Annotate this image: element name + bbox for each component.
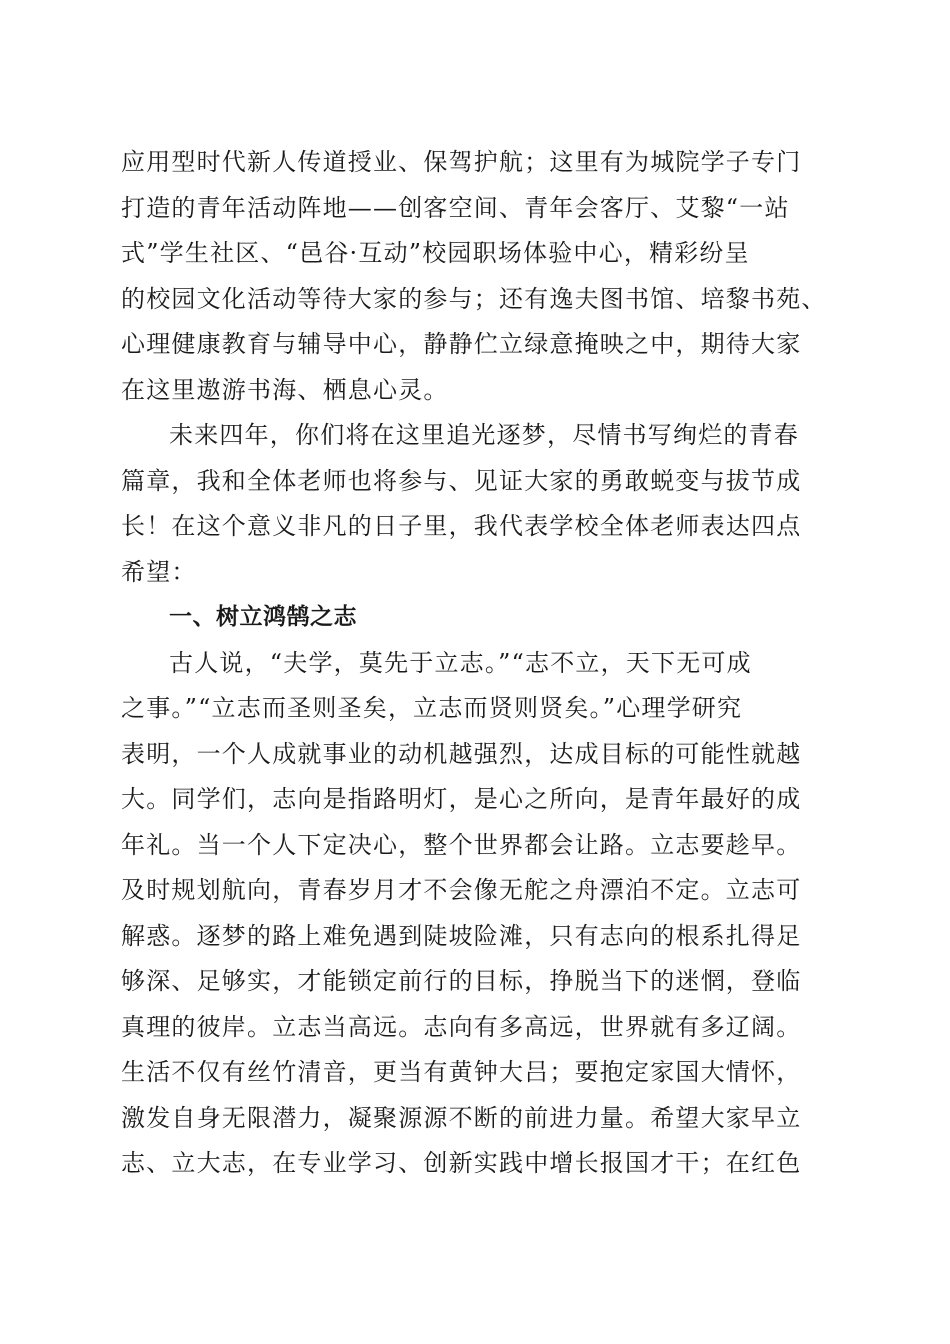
text-line: 激发自身无限潜力，凝聚源源不断的前进力量。希望大家早立 — [121, 1103, 802, 1132]
text-line: 及时规划航向，青春岁月才不会像无舵之舟漂泊不定。立志可 — [121, 876, 802, 904]
text-line: 生活不仅有丝竹清音，更当有黄钟大吕；要抱定家国大情怀， — [121, 1058, 802, 1086]
text-line: 够深、足够实，才能锁定前行的目标，挣脱当下的迷惘，登临 — [121, 967, 802, 995]
text-line: 表明，一个人成就事业的动机越强烈，达成目标的可能性就越 — [121, 739, 802, 768]
text-line: 篇章，我和全体老师也将参与、见证大家的勇敢蜕变与拔节成 — [121, 466, 802, 495]
text-line: 长！在这个意义非凡的日子里，我代表学校全体老师表达四点 — [121, 512, 802, 540]
text-line: 的校园文化活动等待大家的参与；还有逸夫图书馆、培黎书苑、 — [121, 284, 827, 313]
text-line: 解惑。逐梦的路上难免遇到陡坡险滩，只有志向的根系扎得足 — [121, 921, 802, 950]
text-line: 志、立大志，在专业学习、创新实践中增长报国才干；在红色 — [121, 1149, 802, 1177]
document-body — [121, 140, 833, 1187]
paragraph-1 — [121, 140, 833, 413]
paragraph-3 — [121, 641, 833, 1187]
text-line: 年礼。当一个人下定决心，整个世界都会让路。立志要趁早。 — [121, 830, 802, 859]
text-line: 式”学生社区、“邑谷·互动”校园职场体验中心，精彩纷呈 — [121, 239, 750, 267]
text-line: 古人说，“夫学，莫先于立志。”“志不立，天下无可成 — [169, 648, 752, 677]
section-heading-text: 一、树立鸿鹄之志 — [169, 604, 357, 630]
text-line: 真理的彼岸。立志当高远。志向有多高远，世界就有多辽阔。 — [121, 1012, 802, 1041]
text-line: 应用型时代新人传道授业、保驾护航；这里有为城院学子专门 — [121, 148, 802, 176]
text-line: 未来四年，你们将在这里追光逐梦，尽情书写绚烂的青春 — [169, 421, 799, 449]
paragraph-2 — [121, 413, 833, 595]
text-line: 之事。”“立志而圣则圣矣，立志而贤则贤矣。”心理学研究 — [121, 694, 743, 722]
text-line: 在这里遨游书海、栖息心灵。 — [121, 375, 449, 404]
text-line: 希望： — [121, 557, 197, 586]
text-line: 大。同学们，志向是指路明灯，是心之所向，是青年最好的成 — [121, 785, 802, 813]
section-heading — [121, 595, 833, 641]
text-line: 打造的青年活动阵地——创客空间、青年会客厅、艾黎“一站 — [121, 193, 790, 222]
text-line: 心理健康教育与辅导中心，静静伫立绿意掩映之中，期待大家 — [121, 330, 802, 358]
